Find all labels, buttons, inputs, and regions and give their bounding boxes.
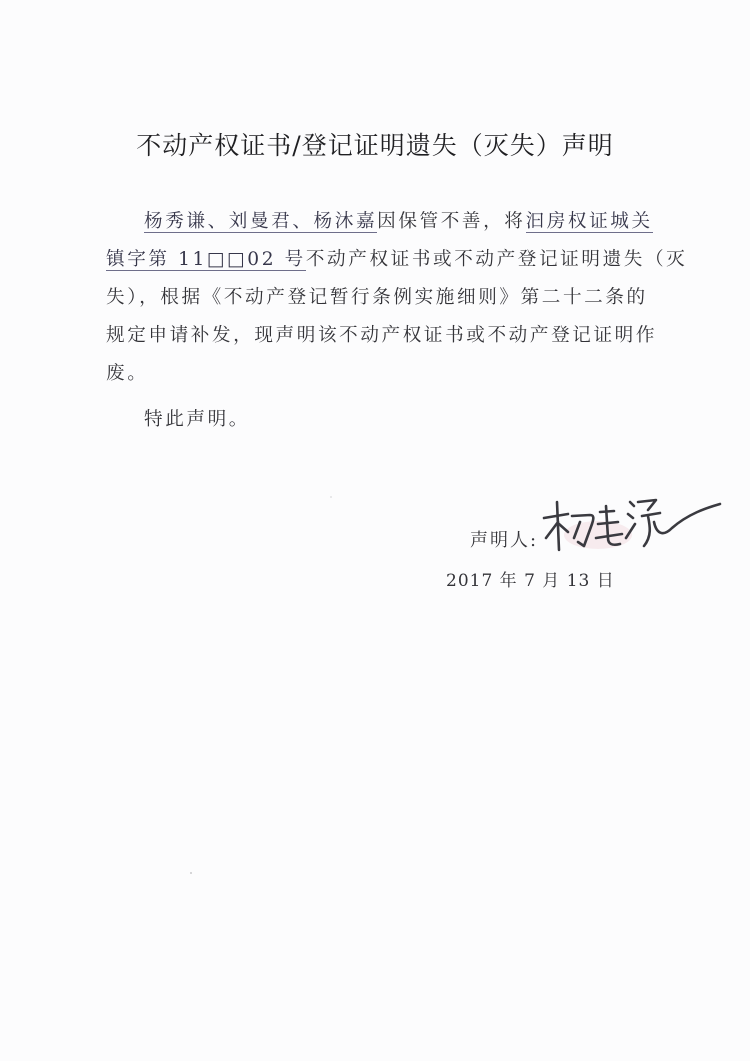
certificate-number-part-1: 汩房权证城关: [525, 211, 653, 232]
declarant-label: 声明人:: [470, 530, 539, 551]
paragraph-line-4: 规定申请补发，现声明该不动产权证书或不动产登记证明作: [106, 325, 658, 346]
scan-speck: [190, 872, 192, 874]
owner-names: 杨秀谦、刘曼君、杨沐嘉: [144, 211, 378, 232]
certificate-number-part-2: 镇字第 11□□02 号: [106, 249, 306, 270]
paragraph-line-2: [106, 241, 688, 279]
document-title: 不动产权证书/登记证明遗失（灭失）声明: [136, 131, 614, 160]
scan-speck: [330, 496, 332, 498]
paragraph-line-1-middle: 因保管不善，将: [377, 211, 526, 232]
handwritten-signature: [538, 480, 723, 570]
paragraph-line-5: 废。: [106, 363, 149, 384]
declaration-paragraph: [106, 203, 688, 393]
declaration-date: 2017 年 7 月 13 日: [446, 571, 615, 591]
closing-statement: 特此声明。: [144, 409, 250, 430]
paragraph-line-2-rest: 不动产权证书或不动产登记证明遗失（灭: [305, 249, 688, 270]
paragraph-line-3: 失），根据《不动产登记暂行条例实施细则》第二十二条的: [106, 287, 648, 308]
paragraph-line-1: [106, 203, 653, 241]
